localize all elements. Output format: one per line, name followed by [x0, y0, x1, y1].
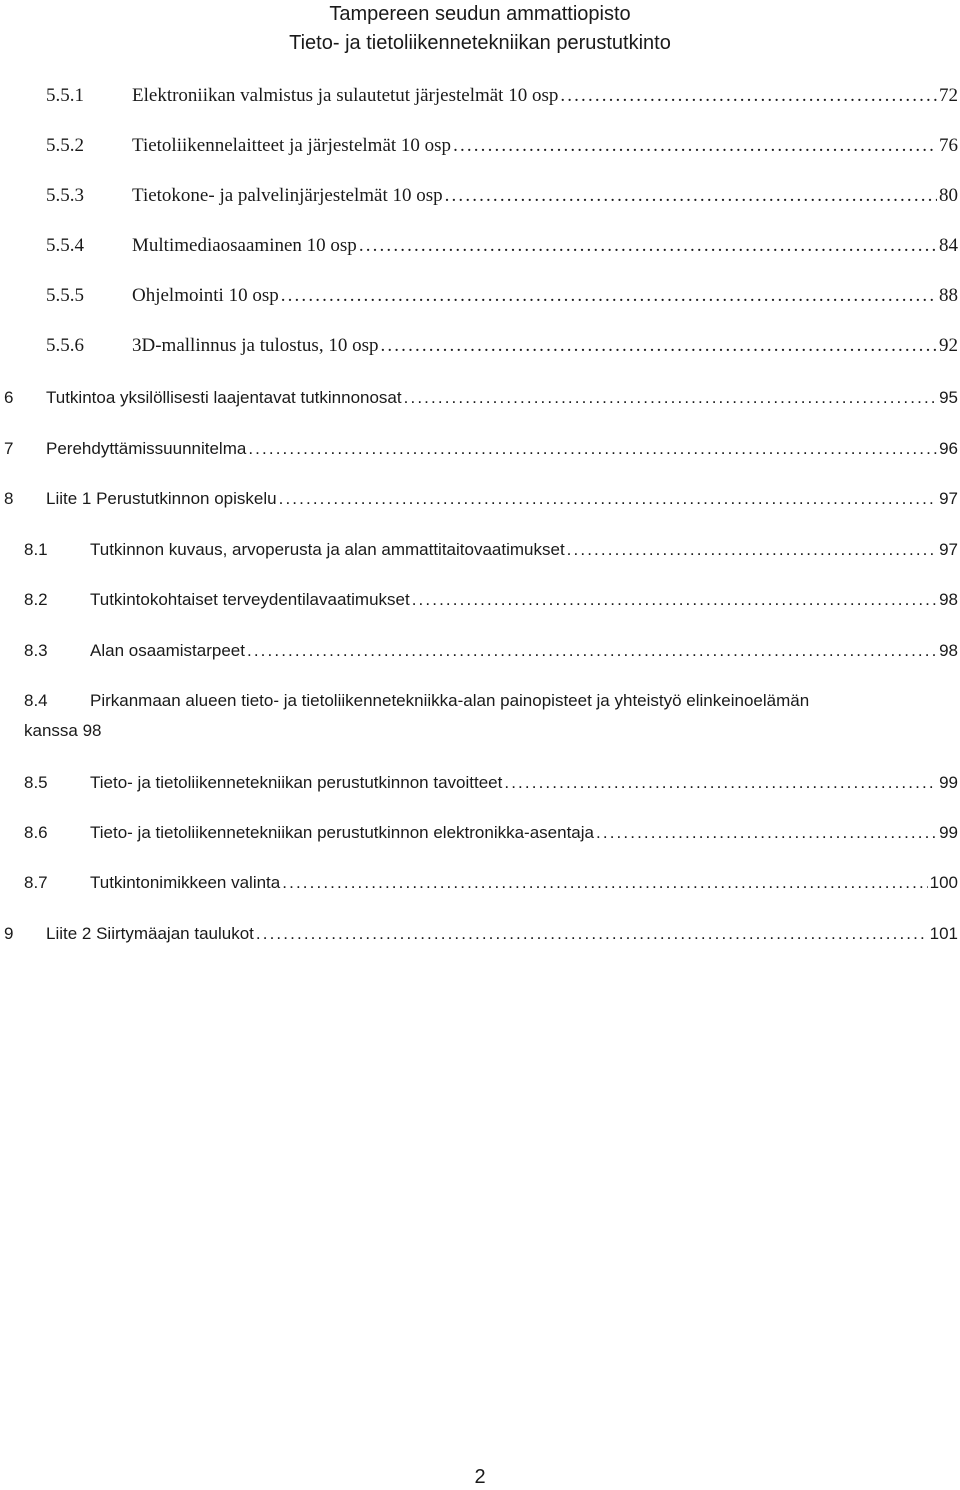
toc-leader-dots — [567, 538, 937, 562]
toc-leader-dots — [453, 134, 937, 158]
toc-entry-number: 9 — [4, 924, 14, 943]
toc-leader-dots — [359, 234, 937, 258]
toc-leader-dots — [247, 639, 937, 663]
toc-entry-number: 6 — [4, 388, 14, 407]
toc-entry-title: Tutkinnon kuvaus, arvoperusta ja alan ammattitaitovaatimukset — [90, 540, 565, 559]
toc-leader-dots — [279, 487, 937, 511]
toc-entry-number: 5.5.3 — [46, 185, 84, 206]
toc-entry-title: Alan osaamistarpeet — [90, 641, 245, 660]
toc-entry[interactable] — [24, 871, 958, 895]
page-header — [0, 0, 960, 58]
toc-entry-number: 5.5.5 — [46, 285, 84, 306]
toc-entry[interactable] — [4, 386, 958, 410]
toc-entry-page: 98 — [939, 641, 958, 660]
toc-entry[interactable] — [24, 588, 958, 612]
toc-entry-page: 100 — [929, 873, 958, 892]
toc-entry[interactable] — [4, 922, 958, 946]
toc-leader-dots — [560, 84, 937, 108]
toc-entry-page: 88 — [939, 285, 958, 306]
toc-entry[interactable] — [24, 686, 958, 746]
header-institution: Tampereen seudun ammattiopisto — [329, 3, 631, 25]
toc-entry-page: 92 — [939, 335, 958, 356]
toc-entry-number: 8.1 — [24, 540, 48, 559]
toc-entry-page: 76 — [939, 135, 958, 156]
toc-entry-title: 3D-mallinnus ja tulostus, 10 osp — [132, 335, 379, 356]
toc-entry-number: 5.5.2 — [46, 135, 84, 156]
toc-entry[interactable] — [46, 334, 958, 358]
toc-entry-page: 97 — [939, 489, 958, 508]
toc-leader-dots — [380, 334, 937, 358]
toc-entry[interactable] — [46, 84, 958, 108]
toc-entry-title: Ohjelmointi 10 osp — [132, 285, 279, 306]
toc-entry-page: 98 — [939, 590, 958, 609]
toc-entry-title: Elektroniikan valmistus ja sulautetut järjestelmät 10 osp — [132, 85, 559, 106]
toc-entry-page: 80 — [939, 185, 958, 206]
toc-leader-dots — [404, 386, 937, 410]
toc-entry[interactable] — [24, 771, 958, 795]
toc-entry-page: 84 — [939, 235, 958, 256]
toc-leader-dots — [412, 588, 937, 612]
toc-leader-dots — [504, 771, 937, 795]
toc-leader-dots — [256, 922, 928, 946]
header-degree: Tieto- ja tietoliikennetekniikan perustutkinto — [289, 32, 671, 54]
toc-entry[interactable] — [4, 487, 958, 511]
toc-entry-page: 96 — [939, 439, 958, 458]
toc-entry-title: Perehdyttämissuunnitelma — [46, 439, 247, 458]
toc-entry[interactable] — [46, 184, 958, 208]
toc-entry-number: 8.2 — [24, 590, 48, 609]
toc-entry-number: 8.6 — [24, 823, 48, 842]
toc-entry-title: Liite 2 Siirtymäajan taulukot — [46, 924, 254, 943]
toc-entry[interactable] — [46, 284, 958, 308]
toc-entry-title: Liite 1 Perustutkinnon opiskelu — [46, 489, 277, 508]
toc-entry[interactable] — [46, 134, 958, 158]
toc-leader-dots — [445, 184, 937, 208]
toc-entry-page: 72 — [939, 85, 958, 106]
toc-entry-title: Pirkanmaan alueen tieto- ja tietoliikennetekniikka-alan painopisteet ja yhteistyö elinkeinoelämän — [90, 691, 810, 710]
toc-entry-title: Tutkintoa yksilöllisesti laajentavat tutkinnonosat — [46, 388, 402, 407]
toc-entry-number: 5.5.4 — [46, 235, 84, 256]
toc-entry-title: Multimediaosaaminen 10 osp — [132, 235, 357, 256]
toc-leader-dots — [282, 871, 927, 895]
toc-entry-page: 101 — [929, 924, 958, 943]
toc-entry-number: 5.5.6 — [46, 335, 84, 356]
toc-entry-page: 99 — [939, 773, 958, 792]
toc-entry-number: 8.3 — [24, 641, 48, 660]
toc-entry-page: 99 — [939, 823, 958, 842]
toc-entry-number: 8.7 — [24, 873, 48, 892]
toc-leader-dots — [248, 437, 937, 461]
toc-entry[interactable] — [24, 538, 958, 562]
toc-entry-page: 97 — [939, 540, 958, 559]
toc-entry[interactable] — [24, 821, 958, 845]
toc-entry-number: 8.4 — [24, 691, 48, 710]
toc-entry-number: 5.5.1 — [46, 85, 84, 106]
toc-entry-number: 8 — [4, 489, 14, 508]
page-number: 2 — [474, 1466, 486, 1488]
toc-entry-number: 8.5 — [24, 773, 48, 792]
toc-entry-continuation: kanssa 98 — [24, 721, 102, 740]
toc-entry-page: 95 — [939, 388, 958, 407]
toc-leader-dots — [281, 284, 937, 308]
toc-entry-title: Tutkintokohtaiset terveydentilavaatimukset — [90, 590, 410, 609]
toc-entry-title: Tieto- ja tietoliikennetekniikan perustutkinnon tavoitteet — [90, 773, 503, 792]
toc-entry[interactable] — [4, 437, 958, 461]
toc-entry[interactable] — [46, 234, 958, 258]
toc-entry-title: Tietokone- ja palvelinjärjestelmät 10 osp — [132, 185, 443, 206]
toc-entry-title: Tieto- ja tietoliikennetekniikan perustutkinnon elektronikka-asentaja — [90, 823, 594, 842]
toc-entry-title: Tutkintonimikkeen valinta — [90, 873, 281, 892]
toc-entry-title: Tietoliikennelaitteet ja järjestelmät 10 osp — [132, 135, 452, 156]
toc-leader-dots — [596, 821, 937, 845]
toc-entry[interactable] — [24, 639, 958, 663]
toc-entry-number: 7 — [4, 439, 14, 458]
